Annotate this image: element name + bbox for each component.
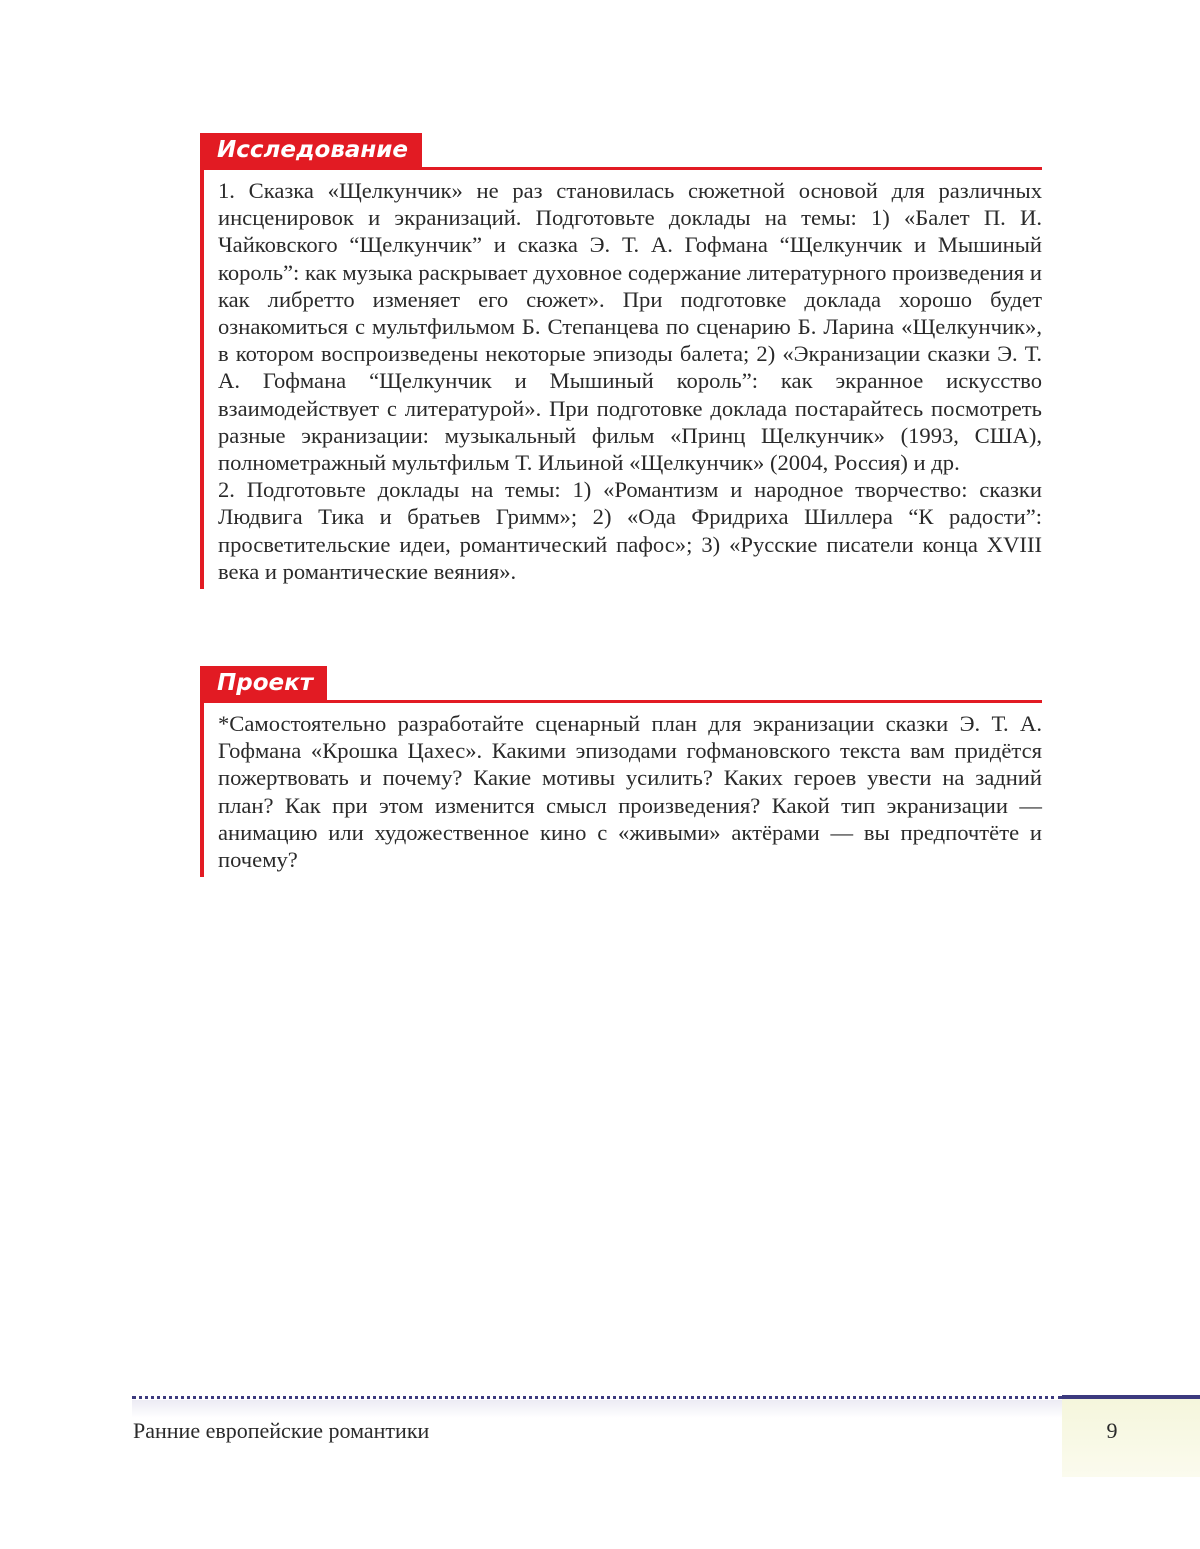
project-paragraph: *Самостоятельно разработайте сценарный план для экранизации сказки Э. Т. А. Гофмана «Крошка Цахес». Какими эпизодами гофмановского текста вам придётся пожертвовать и почему? Какие мотивы усилить? Каких героев увести на задний план? Как при этом изменится смысл произведения? Какой тип экранизации — анимацию или художественное кино с «живыми» актёрами — вы предпочтёте и почему?	[218, 711, 1042, 873]
project-body	[200, 703, 1042, 877]
chapter-title: Ранние европейские романтики	[133, 1418, 430, 1443]
research-header-rule	[200, 167, 1042, 170]
research-header	[200, 133, 1042, 170]
research-section	[200, 133, 1042, 589]
footer-shade	[132, 1400, 1062, 1418]
project-header-rule	[200, 700, 1042, 703]
project-header	[200, 666, 1042, 703]
research-body	[200, 170, 1042, 589]
project-section	[200, 666, 1042, 877]
project-title: Проект	[200, 666, 327, 700]
page-number: 9	[1106, 1418, 1118, 1443]
research-paragraph-1: 1. Сказка «Щелкунчик» не раз становилась сюжетной основой для различных инсценировок и экранизаций. Подготовьте доклады на темы: 1) «Балет П. И. Чайковского “Щелкунчик” и сказка Э. Т. А. Гофмана “Щелкунчик и Мышиный король”: как музыка раскрывает духовное содержание литературного произведения и как либретто изменяет его сюжет». При подготовке доклада хорошо будет ознакомиться с мультфильмом Б. Степанцева по сценарию Б. Ларина «Щелкунчик», в котором воспроизведены некоторые эпизоды балета; 2) «Экранизации сказки Э. Т. А. Гофмана “Щелкунчик и Мышиный король”: как экранное искусство взаимодействует с литературой». При подготовке доклада постарайтесь посмотреть разные экранизации: музыкальный фильм «Принц Щелкунчик» (1993, США), полнометражный мультфильм Т. Ильиной «Щелкунчик» (2004, Россия) и др.	[218, 178, 1042, 476]
footer-dotted-rule	[132, 1396, 1062, 1399]
research-paragraph-2: 2. Подготовьте доклады на темы: 1) «Романтизм и народное творчество: сказки Людвига Тика и братьев Гримм»; 2) «Ода Фридриха Шиллера “К радости”: просветительские идеи, романтический пафос»; 3) «Русские писатели конца XVIII века и романтические веяния».	[218, 477, 1042, 584]
research-title: Исследование	[200, 133, 422, 167]
